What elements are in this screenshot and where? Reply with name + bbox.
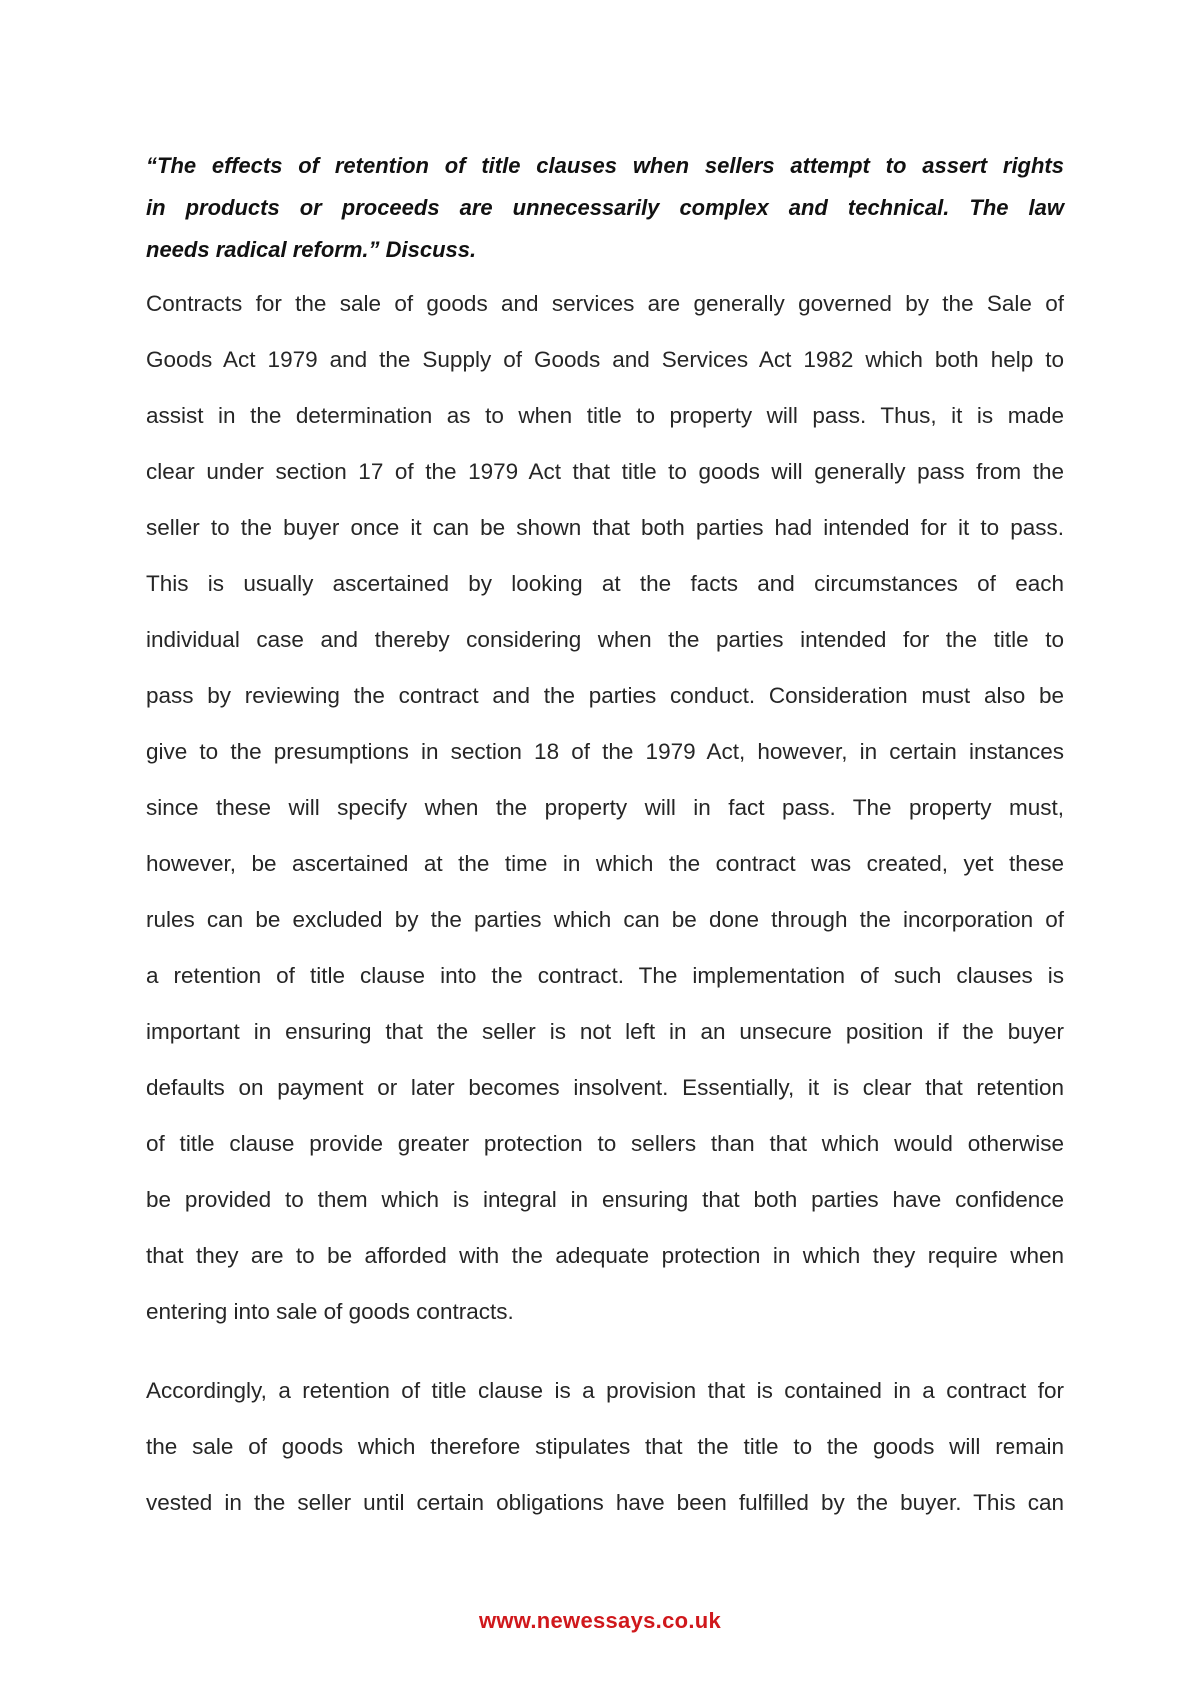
paragraph-line: entering into sale of goods contracts. xyxy=(146,1299,514,1324)
paragraph-line: clear under section 17 of the 1979 Act that title to goods will generally pass from the xyxy=(146,459,1064,484)
essay-title-line: “The effects of retention of title clauses when sellers attempt to assert rights xyxy=(146,153,1064,178)
paragraph-line: assist in the determination as to when title to property will pass. Thus, it is made xyxy=(146,403,1064,428)
paragraph-line: This is usually ascertained by looking at the facts and circumstances of each xyxy=(146,571,1064,596)
paragraph-line: since these will specify when the property will in fact pass. The property must, xyxy=(146,795,1064,820)
paragraph-line: vested in the seller until certain obligations have been fulfilled by the buyer. This can xyxy=(146,1490,1064,1515)
paragraph-line: Contracts for the sale of goods and services are generally governed by the Sale of xyxy=(146,291,1064,316)
paragraph-line: Accordingly, a retention of title clause is a provision that is contained in a contract for xyxy=(146,1378,1064,1403)
paragraph-line: rules can be excluded by the parties which can be done through the incorporation of xyxy=(146,907,1064,932)
essay-title-line: needs radical reform.” Discuss. xyxy=(146,237,477,262)
paragraph-line: defaults on payment or later becomes insolvent. Essentially, it is clear that retention xyxy=(146,1075,1064,1100)
essay-title-line: in products or proceeds are unnecessarily complex and technical. The law xyxy=(146,195,1064,220)
paragraph-line: give to the presumptions in section 18 of the 1979 Act, however, in certain instances xyxy=(146,739,1064,764)
paragraph-line: a retention of title clause into the contract. The implementation of such clauses is xyxy=(146,963,1064,988)
paragraph-line: however, be ascertained at the time in which the contract was created, yet these xyxy=(146,851,1064,876)
paragraph-line: Goods Act 1979 and the Supply of Goods and Services Act 1982 which both help to xyxy=(146,347,1064,372)
body-paragraph-2 xyxy=(146,1363,1064,1531)
paragraph-line: that they are to be afforded with the adequate protection in which they require when xyxy=(146,1243,1064,1268)
footer-website-link[interactable]: www.newessays.co.uk xyxy=(478,1608,722,1633)
paragraph-line: seller to the buyer once it can be shown that both parties had intended for it to pass. xyxy=(146,515,1064,540)
essay-title xyxy=(146,145,1064,271)
paragraph-line: the sale of goods which therefore stipulates that the title to the goods will remain xyxy=(146,1434,1064,1459)
paragraph-line: important in ensuring that the seller is not left in an unsecure position if the buyer xyxy=(146,1019,1064,1044)
paragraph-line: pass by reviewing the contract and the parties conduct. Consideration must also be xyxy=(146,683,1064,708)
paragraph-line: be provided to them which is integral in ensuring that both parties have confidence xyxy=(146,1187,1064,1212)
paragraph-line: of title clause provide greater protection to sellers than that which would otherwise xyxy=(146,1131,1064,1156)
body-paragraph-1 xyxy=(146,276,1064,1340)
paragraph-line: individual case and thereby considering when the parties intended for the title to xyxy=(146,627,1064,652)
